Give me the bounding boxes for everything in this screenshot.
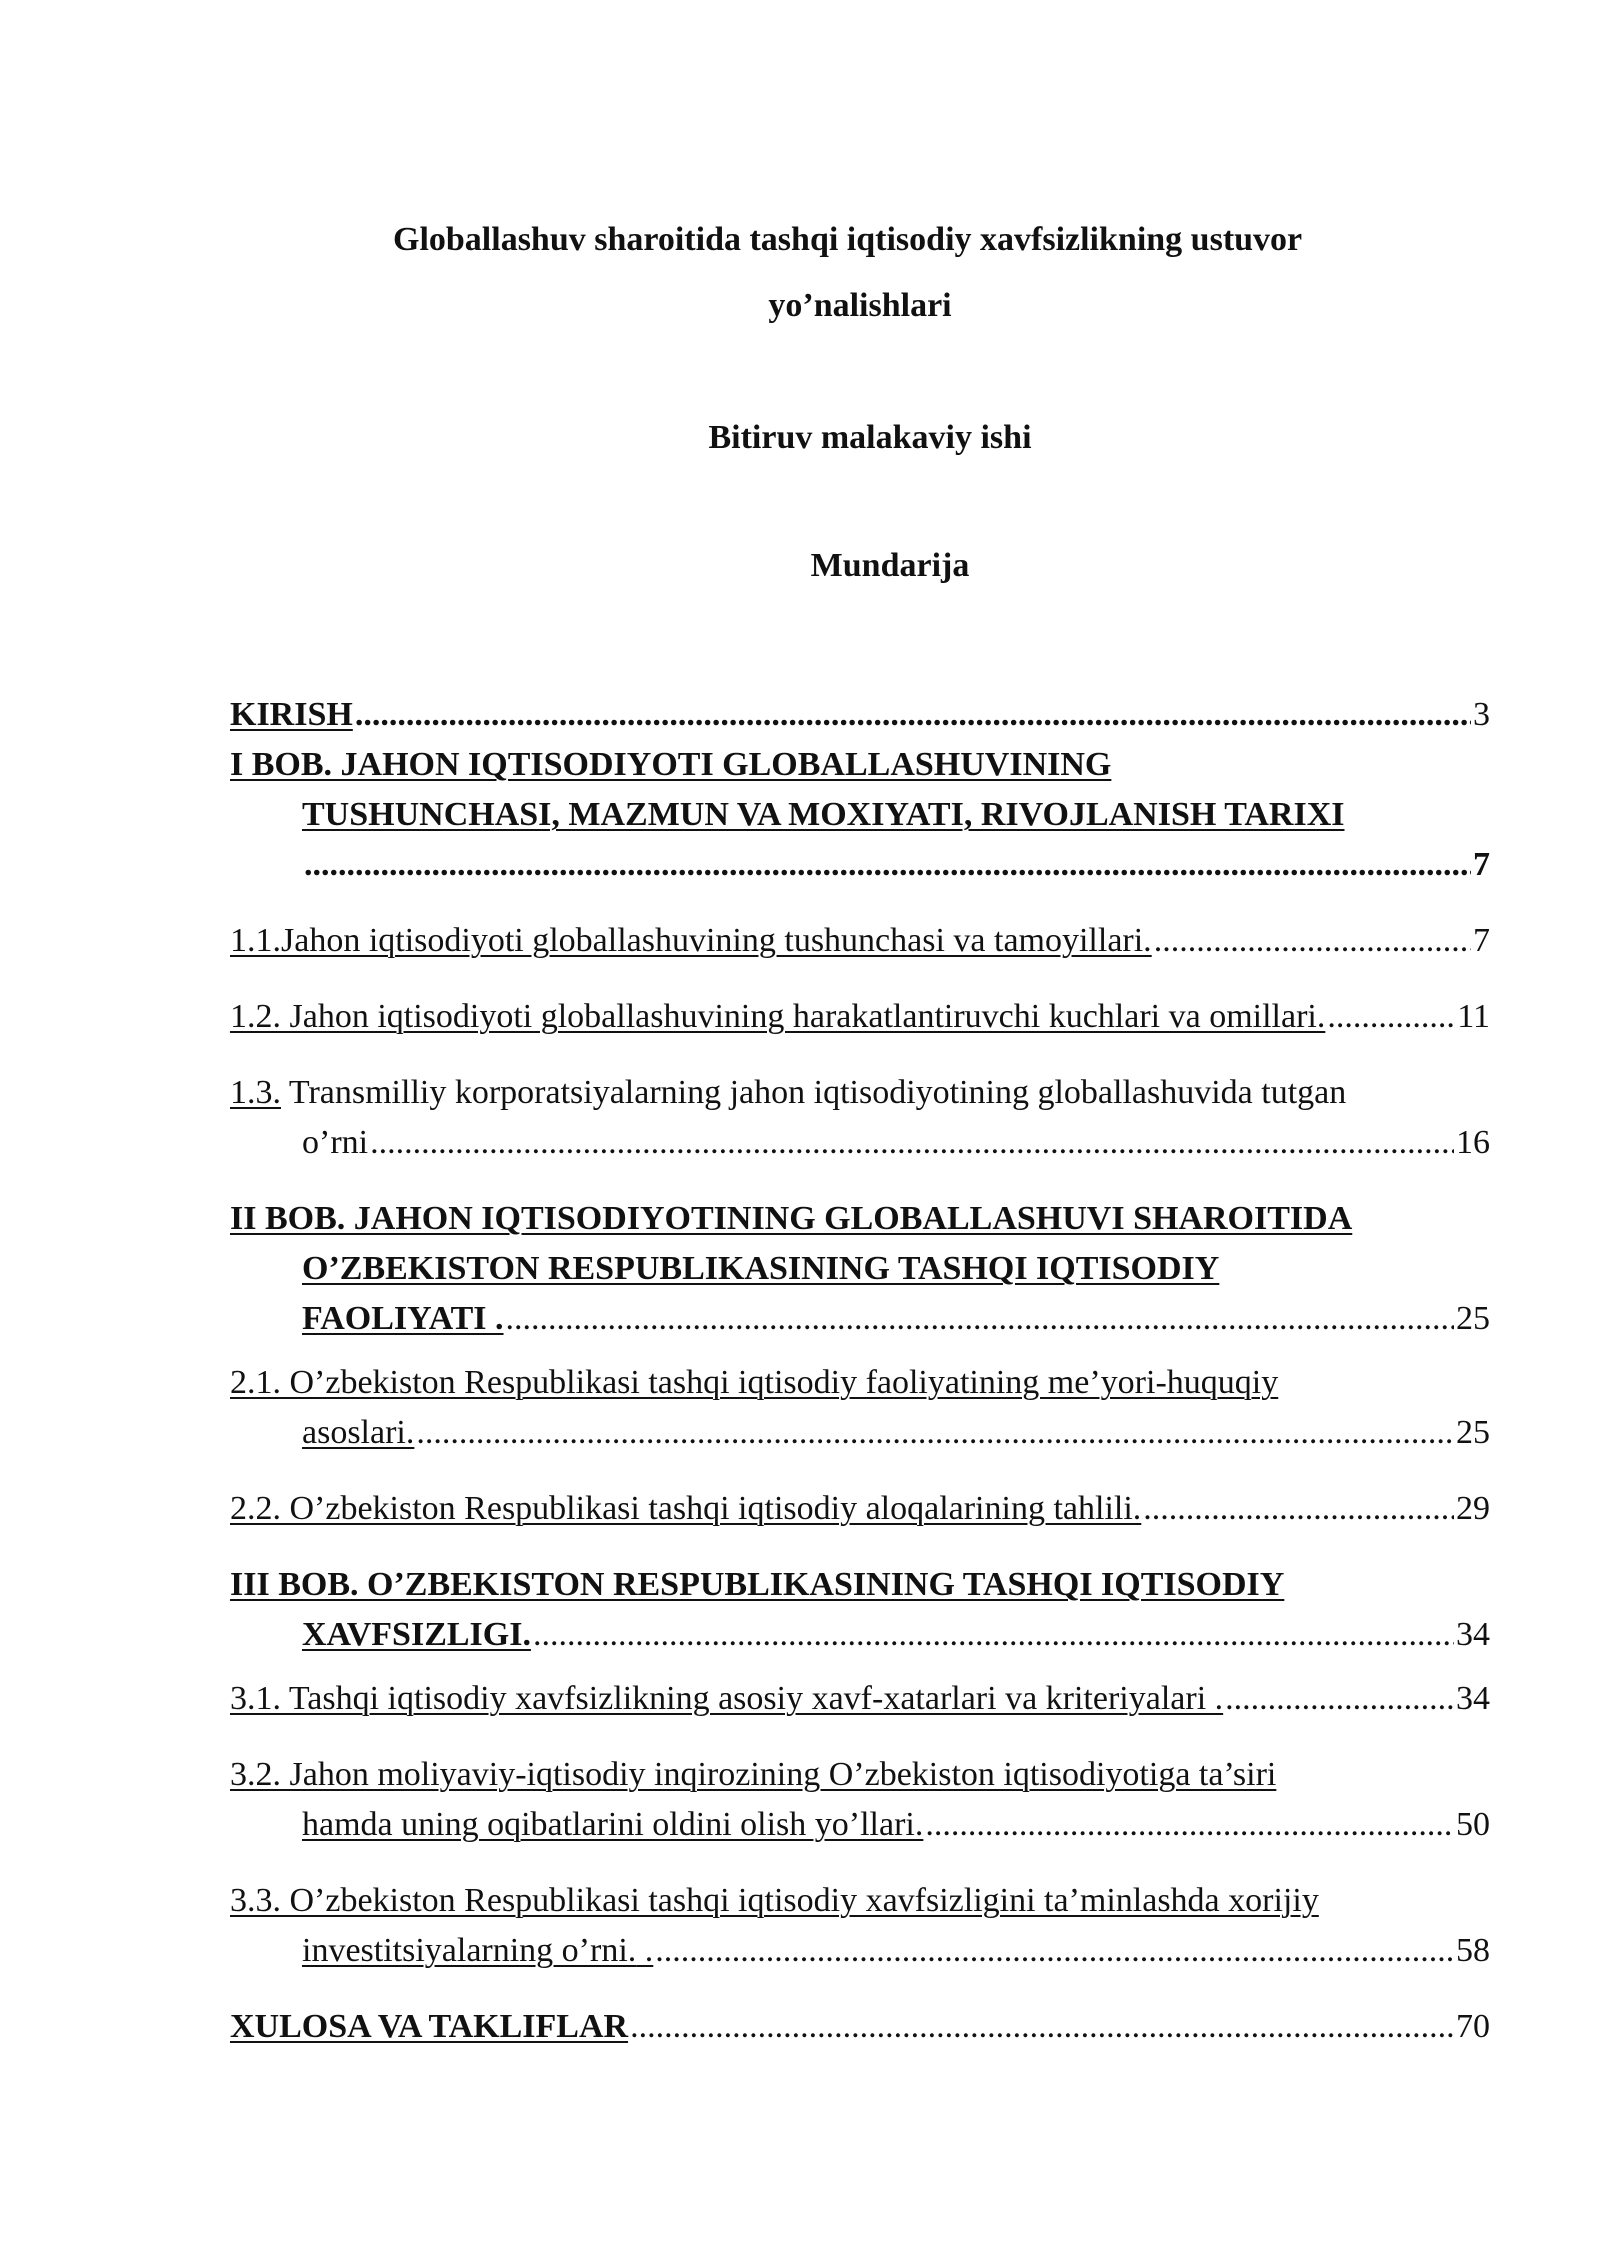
toc-entry-section-1-3[interactable] — [230, 1068, 1490, 1168]
toc-entry-title-line-1[interactable]: 3.3. O’zbekiston Respublikasi tashqi iqtisodiy xavfsizligini ta’minlashda xorijiy — [230, 1882, 1319, 1919]
dot-leader — [506, 1294, 1454, 1344]
toc-page-number: 34 — [1456, 1616, 1490, 1653]
toc-entry-title-line-2[interactable]: O’ZBEKISTON RESPUBLIKASINING TASHQI IQTISODIY — [302, 1250, 1220, 1287]
toc-entry-section-3-2[interactable] — [230, 1750, 1490, 1850]
toc-entry-title-line-1[interactable]: Transmilliy korporatsiyalarning jahon iqtisodiyotining globallashuvida tutgan — [281, 1074, 1347, 1111]
toc-entry-chapter-3[interactable] — [230, 1560, 1490, 1660]
toc-entry-chapter-1[interactable] — [230, 740, 1490, 890]
toc-entry-title-tail[interactable]: . — [636, 1932, 654, 1969]
toc-entry-title-line-1[interactable]: II BOB. JAHON IQTISODIYOTINING GLOBALLASHUVI SHAROITIDA — [230, 1200, 1353, 1237]
toc-entry-chapter-2[interactable] — [230, 1194, 1490, 1344]
toc-entry-title-line-1[interactable]: III BOB. O’ZBEKISTON RESPUBLIKASINING TASHQI IQTISODIY — [230, 1566, 1285, 1603]
toc-entry-section-1-1[interactable] — [230, 916, 1490, 966]
toc-entry-kirish[interactable] — [230, 690, 1490, 740]
toc-page-number: 11 — [1457, 998, 1490, 1035]
toc-entry-section-3-3[interactable] — [230, 1876, 1490, 1976]
dot-leader — [1143, 1484, 1454, 1534]
toc-entry-xulosa[interactable] — [230, 2002, 1490, 2052]
toc-entry-title-line-1[interactable]: 3.2. Jahon moliyaviy-iqtisodiy inqirozining O’zbekiston iqtisodiyotiga ta’siri — [230, 1756, 1277, 1793]
toc-page-number: 7 — [1473, 922, 1490, 959]
toc-entry-title-line-2[interactable]: XAVFSIZLIGI. — [302, 1616, 531, 1653]
toc-entry-title-line-2[interactable]: hamda uning oqibatlarini oldini olish yo’llari. — [302, 1806, 924, 1843]
toc-entry-section-2-2[interactable] — [230, 1484, 1490, 1534]
contents-heading: Mundarija — [810, 547, 970, 584]
toc-entry-title-line-2[interactable]: investitsiyalarning o’rni. — [302, 1932, 637, 1969]
dot-leader — [304, 840, 1471, 890]
toc-page-number: 3 — [1473, 696, 1490, 733]
toc-page-number: 25 — [1456, 1300, 1490, 1337]
toc-page-number: 34 — [1456, 1680, 1490, 1717]
toc-entry-title-line-1[interactable]: 2.1. O’zbekiston Respublikasi tashqi iqtisodiy faoliyatining me’yori-huquqiy — [230, 1364, 1279, 1401]
document-subtitle: Bitiruv malakaviy ishi — [708, 419, 1032, 456]
toc-page-number: 58 — [1456, 1932, 1490, 1969]
document-title-line-1: Globallashuv sharoitida tashqi iqtisodiy xavfsizlikning ustuvor — [393, 221, 1303, 258]
toc-entry-number[interactable]: 1.3. — [230, 1074, 281, 1111]
toc-entry-title[interactable]: 1.1.Jahon iqtisodiyoti globallashuvining tushunchasi va tamoyillari. — [230, 922, 1152, 959]
toc-entry-title-line-2[interactable]: o’rni — [302, 1124, 369, 1161]
toc-entry-title[interactable]: 2.2. O’zbekiston Respublikasi tashqi iqtisodiy aloqalarining tahlili. — [230, 1490, 1142, 1527]
toc-page-number: 70 — [1456, 2008, 1490, 2045]
toc-entry-title[interactable]: KIRISH — [230, 696, 353, 733]
toc-entry-title-line-3[interactable]: FAOLIYATI . — [302, 1300, 504, 1337]
dot-leader — [355, 690, 1471, 740]
dot-leader — [1154, 916, 1471, 966]
toc-entry-title-line-2[interactable]: asoslari. — [302, 1414, 415, 1451]
dot-leader — [533, 1610, 1454, 1660]
toc-entry-title[interactable]: 3.1. Tashqi iqtisodiy xavfsizlikning asosiy xavf-xatarlari va kriteriyalari . — [230, 1680, 1224, 1717]
toc-entry-title-line-2[interactable]: TUSHUNCHASI, MAZMUN VA MOXIYATI, RIVOJLANISH TARIXI — [302, 796, 1345, 833]
toc-entry-section-2-1[interactable] — [230, 1358, 1490, 1458]
toc-page-number: 7 — [1473, 846, 1490, 883]
toc-entry-title-line-1[interactable]: I BOB. JAHON IQTISODIYOTI GLOBALLASHUVINING — [230, 746, 1112, 783]
toc-page-number: 29 — [1456, 1490, 1490, 1527]
toc-page-number: 50 — [1456, 1806, 1490, 1843]
dot-leader — [370, 1118, 1454, 1168]
toc-entry-section-1-2[interactable] — [230, 992, 1490, 1042]
dot-leader — [925, 1800, 1454, 1850]
toc-entry-title[interactable]: XULOSA VA TAKLIFLAR — [230, 2008, 629, 2045]
document-title-line-2: yo’nalishlari — [768, 287, 952, 324]
table-of-contents — [230, 690, 1490, 2052]
toc-entry-title[interactable]: 1.2. Jahon iqtisodiyoti globallashuvining harakatlantiruvchi kuchlari va omillari. — [230, 998, 1326, 1035]
dot-leader — [655, 1926, 1454, 1976]
toc-page-number: 25 — [1456, 1414, 1490, 1451]
dot-leader — [1225, 1674, 1454, 1724]
toc-entry-section-3-1[interactable] — [230, 1674, 1490, 1724]
dot-leader — [630, 2002, 1454, 2052]
dot-leader — [1327, 992, 1455, 1042]
dot-leader — [416, 1408, 1454, 1458]
toc-page-number: 16 — [1456, 1124, 1490, 1161]
